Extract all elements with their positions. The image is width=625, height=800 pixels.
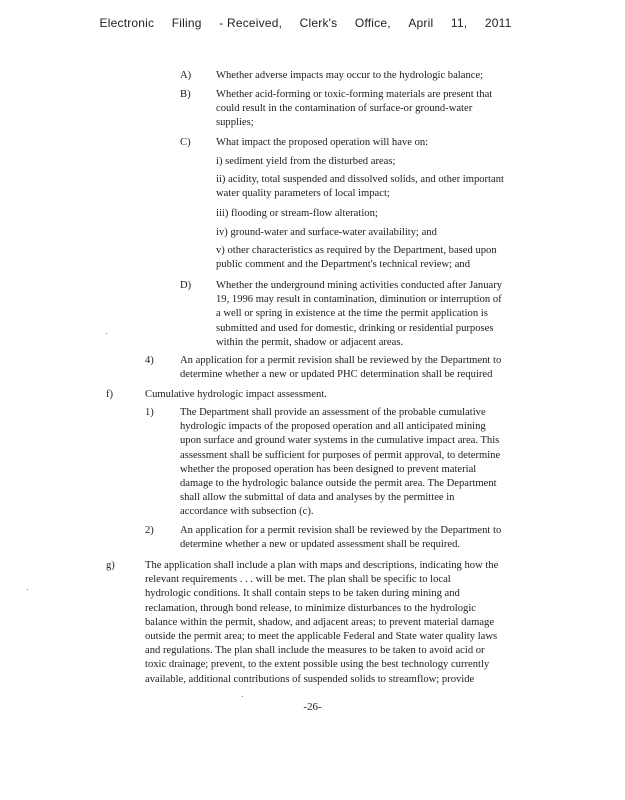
header-word: Electronic bbox=[99, 16, 155, 30]
clause-C-label: C) bbox=[180, 137, 191, 148]
item-f1-line: accordance with subsection (c). bbox=[180, 506, 314, 518]
clause-B-line: supplies; bbox=[216, 117, 254, 129]
item-f1-line: assessment shall be sufficient for purposes of permit approval, to determine bbox=[180, 449, 501, 461]
clause-B-line: could result in the contamination of surface-or ground-water bbox=[216, 103, 473, 115]
clause-C-subitem-line: water quality parameters of local impact; bbox=[216, 188, 390, 200]
filing-header bbox=[0, 16, 625, 30]
item-f2-label: 2) bbox=[145, 525, 154, 536]
item-4-line: An application for a permit revision shall be reviewed by the Department to bbox=[180, 355, 502, 366]
header-word: Clerk's bbox=[299, 16, 338, 30]
clause-D-line: within the permit, shadow or adjacent areas. bbox=[216, 336, 404, 348]
section-g-line: outside the permit area; to meet the applicable Federal and State water quality laws bbox=[145, 631, 498, 642]
item-f1-line: hydrologic impacts of the proposed operation and all anticipated mining bbox=[180, 421, 486, 433]
header-word: - Received, bbox=[219, 16, 283, 30]
page-number: -26- bbox=[303, 701, 322, 713]
clause-B-label: B) bbox=[180, 89, 191, 100]
section-g-line: The application shall include a plan with maps and descriptions, indicating how the bbox=[145, 560, 499, 571]
header-word: Filing bbox=[171, 16, 202, 30]
section-g-line: toxic drainage; prevent, to the extent possible using the best technology currently bbox=[145, 659, 490, 671]
section-g-line: relevant requirements . . . will be met. The plan shall be specific to local bbox=[145, 574, 451, 586]
header-word: 2011 bbox=[484, 16, 512, 30]
clause-D-line: Whether the underground mining activities conducted after January bbox=[216, 280, 503, 291]
clause-C-subitem-line: iv) ground-water and surface-water availability; and bbox=[216, 227, 437, 238]
section-f-label: f) bbox=[106, 389, 114, 400]
header-word: 11, bbox=[450, 16, 468, 30]
clause-C-subitem-line: iii) flooding or stream-flow alteration; bbox=[216, 208, 378, 219]
item-f1-line: upon surface and ground water systems in the cumulative impact area. This bbox=[180, 435, 500, 447]
clause-C-subitem-line: v) other characteristics as required by the Department, based upon bbox=[216, 245, 497, 256]
clause-D-line: a well or spring in existence at the time the permit application is bbox=[216, 308, 488, 320]
scan-speck bbox=[106, 333, 107, 334]
section-f-line: Cumulative hydrologic impact assessment. bbox=[145, 389, 327, 400]
clause-A-line: Whether adverse impacts may occur to the hydrologic balance; bbox=[216, 70, 484, 81]
clause-D-line: 19, 1996 may result in contamination, diminution or interruption of bbox=[216, 294, 502, 306]
header-word: April bbox=[408, 16, 434, 30]
scan-speck bbox=[242, 696, 243, 697]
header-word: Office, bbox=[354, 16, 391, 30]
item-4-label: 4) bbox=[145, 355, 154, 366]
clause-D-line: submitted and used for domestic, drinking or residential purposes bbox=[216, 322, 494, 334]
item-f1-line: The Department shall provide an assessment of the probable cumulative bbox=[180, 407, 486, 418]
item-4-line: determine whether a new or updated PHC determination shall be required bbox=[180, 369, 493, 381]
clause-D-label: D) bbox=[180, 280, 192, 291]
clause-C-subitem-line: i) sediment yield from the disturbed areas; bbox=[216, 156, 396, 167]
section-g-line: reclamation, through bond release, to minimize disturbances to the hydrologic bbox=[145, 602, 476, 614]
section-g-label: g) bbox=[106, 560, 115, 571]
item-f1-line: damage to the hydrologic balance outside the permit area. The Department bbox=[180, 478, 497, 489]
item-f1-label: 1) bbox=[145, 407, 154, 418]
item-f1-line: whether the proposed operation has been designed to prevent material bbox=[180, 463, 477, 475]
clause-C-line: What impact the proposed operation will have on: bbox=[216, 137, 429, 148]
clause-A-label: A) bbox=[180, 70, 192, 81]
section-g-line: hydrologic conditions. It shall contain steps to be taken during mining and bbox=[145, 588, 460, 600]
item-f1-line: shall allow the submittal of data and analyses by the permittee in bbox=[180, 492, 455, 504]
item-f2-line: An application for a permit revision shall be reviewed by the Department to bbox=[180, 525, 502, 536]
clause-C-subitem-line: public comment and the Department's technical review; and bbox=[216, 259, 471, 271]
scan-speck bbox=[27, 589, 28, 590]
section-g-line: and regulations. The plan shall include the measures to be taken to avoid acid or bbox=[145, 645, 485, 657]
clause-C-subitem-line: ii) acidity, total suspended and dissolved solids, and other important bbox=[216, 174, 504, 185]
section-g-line: available, additional contributions of suspended solids to streamflow; provide bbox=[145, 673, 475, 685]
item-f2-line: determine whether a new or updated assessment shall be required. bbox=[180, 539, 461, 551]
section-g-line: balance within the permit, shadow, and adjacent areas; to prevent material damage bbox=[145, 616, 495, 628]
clause-B-line: Whether acid-forming or toxic-forming materials are present that bbox=[216, 89, 493, 100]
